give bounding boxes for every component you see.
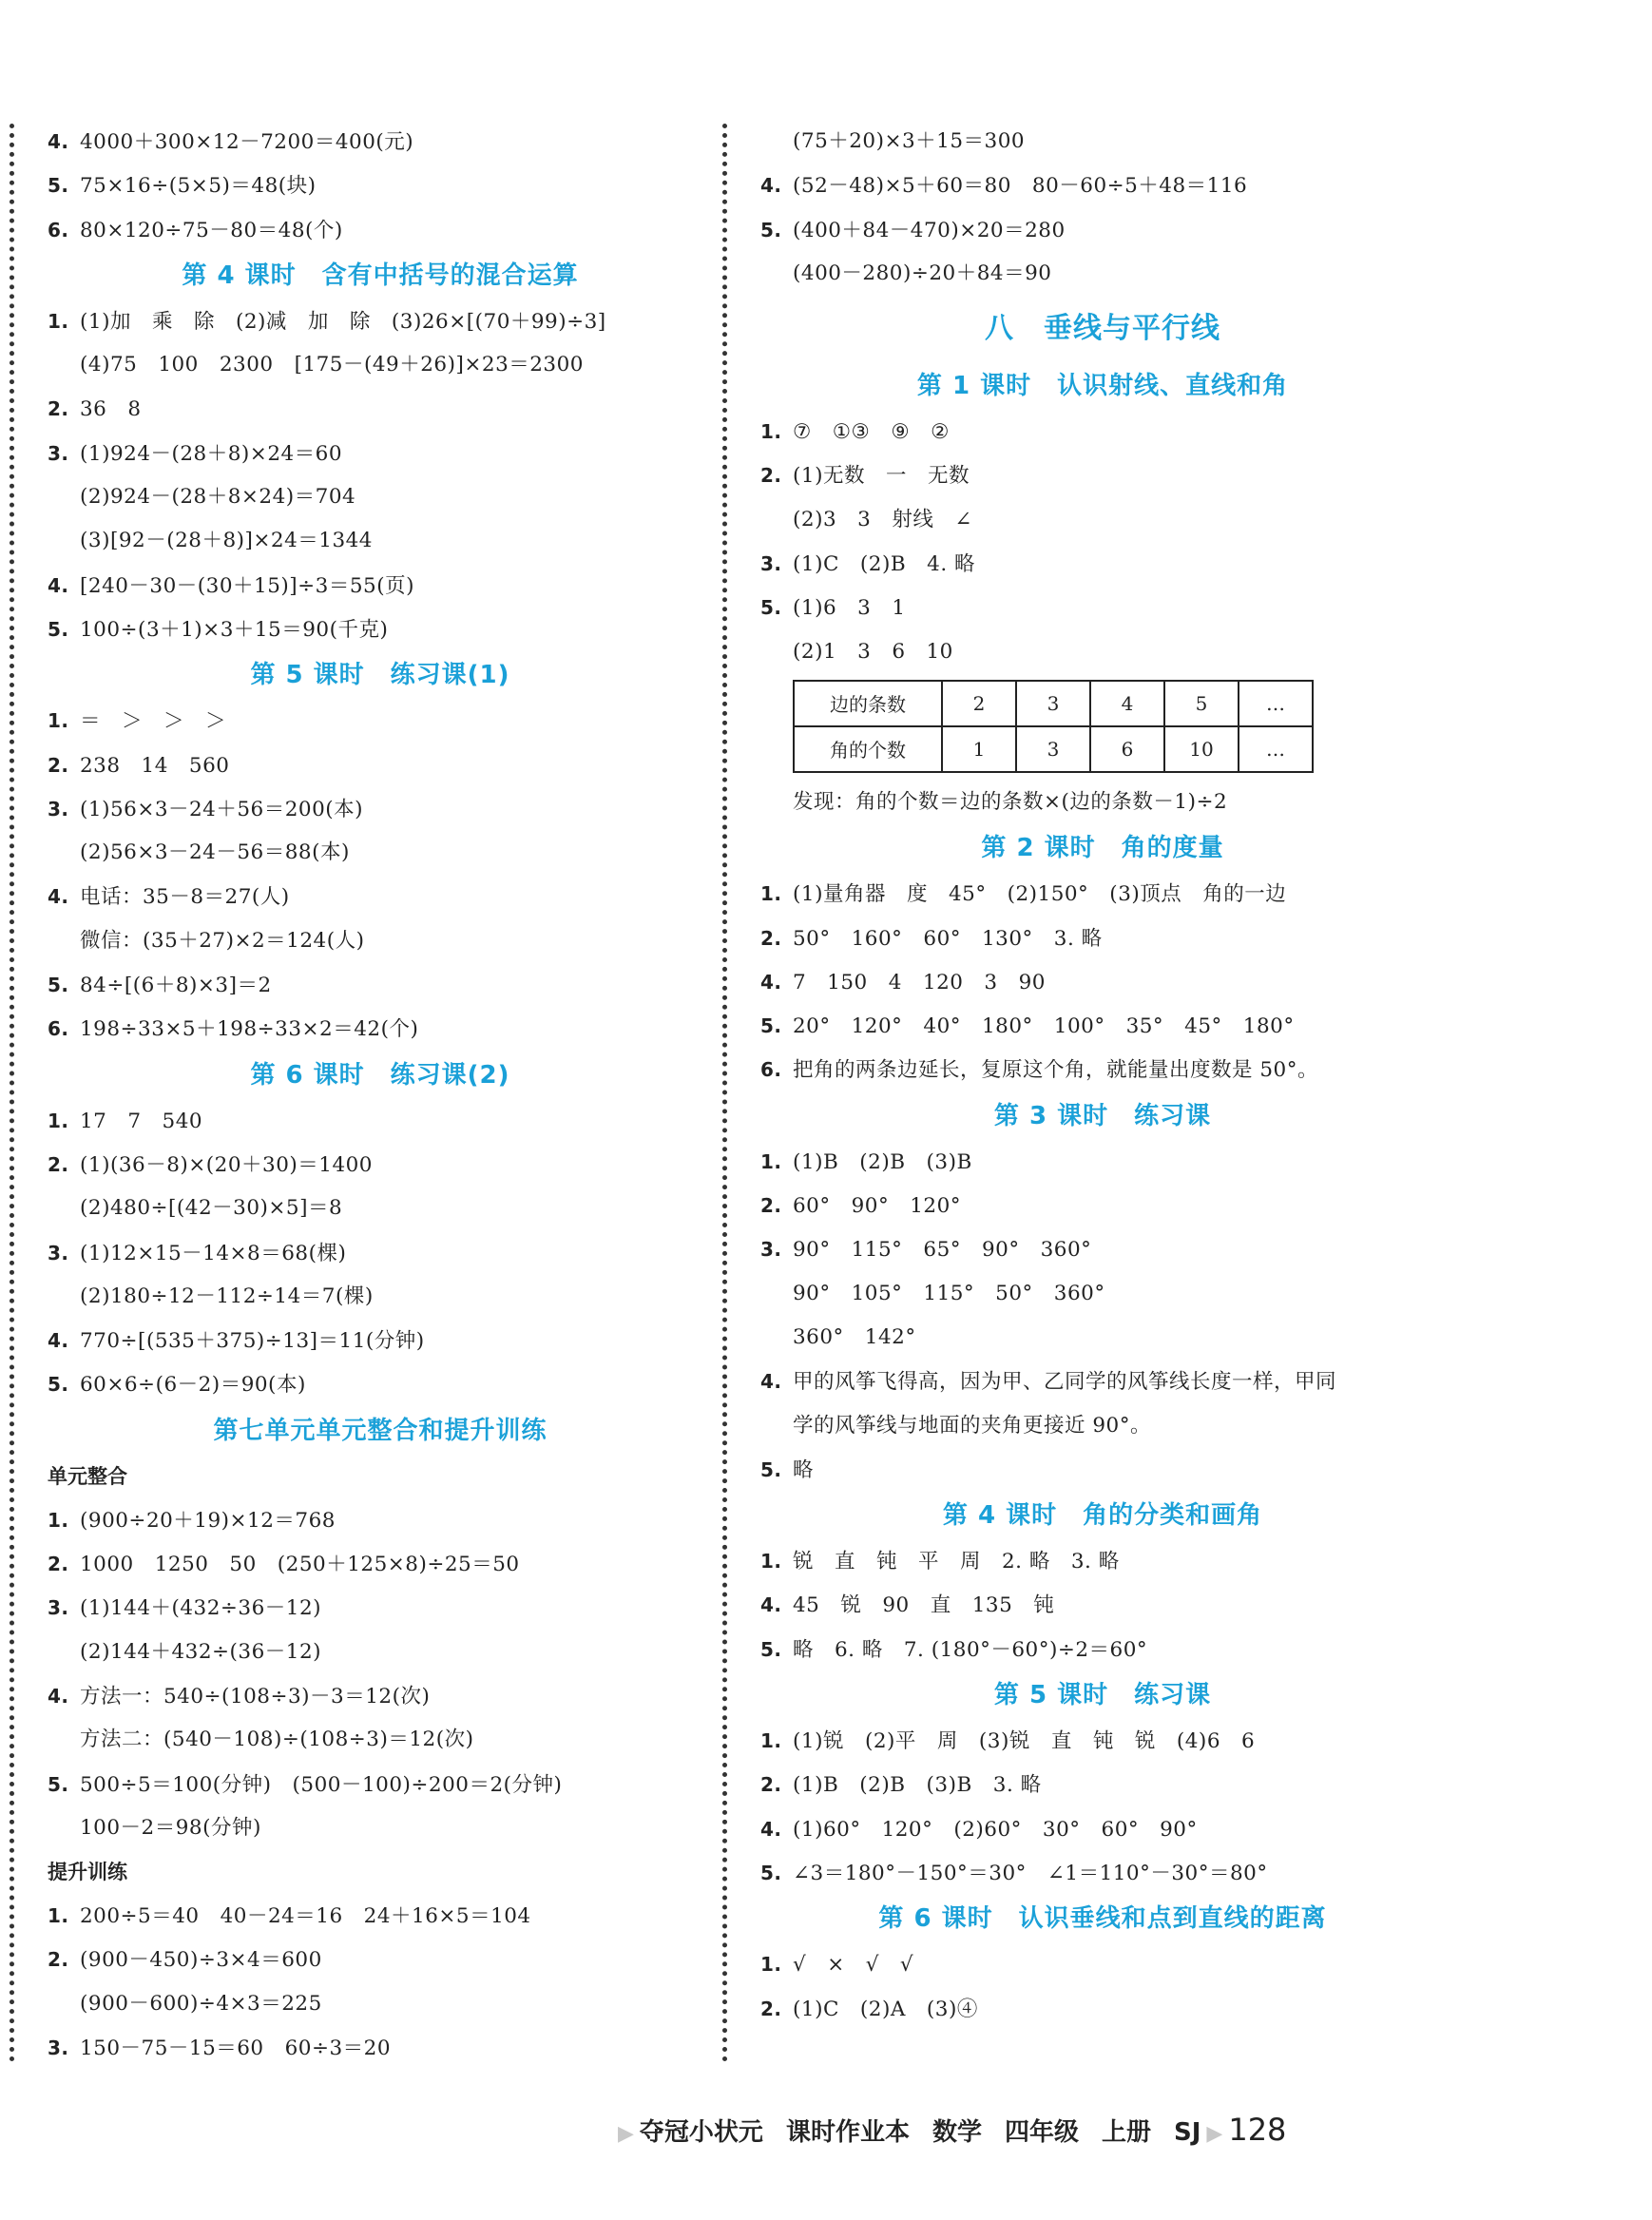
answer-line bbox=[760, 120, 1445, 164]
answer-text: 45 锐 90 直 135 钝 bbox=[793, 1593, 1055, 1618]
answer-line bbox=[48, 1007, 713, 1051]
question-number: 4. bbox=[760, 970, 782, 994]
answer-text: (2)480÷[(42－30)×5]＝8 bbox=[80, 1196, 343, 1221]
question-number: 2. bbox=[760, 1997, 782, 2020]
answer-text: (2)3 3 射线 ∠ bbox=[793, 507, 972, 531]
question-number: 1. bbox=[760, 1149, 782, 1173]
answer-line bbox=[48, 1498, 713, 1542]
answer-line bbox=[48, 564, 713, 608]
answer-text: 60×6÷(6－2)＝90(本) bbox=[80, 1373, 306, 1398]
answer-line bbox=[760, 1360, 1445, 1403]
lesson-heading: 第 4 课时 含有中括号的混合运算 bbox=[182, 261, 579, 290]
table-cell: 1 bbox=[942, 726, 1016, 772]
answer-text: (1)B (2)B (3)B bbox=[793, 1149, 972, 1174]
question-number: 2. bbox=[760, 926, 782, 950]
answer-line bbox=[48, 1631, 713, 1674]
answer-line bbox=[760, 498, 1445, 542]
answer-line bbox=[760, 1807, 1445, 1851]
answer-text: (1)924－(28＋8)×24＝60 bbox=[80, 441, 343, 466]
answer-text: (1)量角器 度 45° (2)150° (3)顶点 角的一边 bbox=[793, 882, 1287, 907]
question-number: 2. bbox=[48, 397, 69, 421]
question-number: 5. bbox=[760, 1014, 782, 1038]
footer-edition: SJ bbox=[1174, 2118, 1201, 2147]
answer-text: 学的风筝线与地面的夹角更接近 90°。 bbox=[793, 1413, 1151, 1438]
question-number: 6. bbox=[760, 1058, 782, 1082]
table-cell: 3 bbox=[1016, 726, 1090, 772]
answer-line bbox=[760, 542, 1445, 586]
question-number: 5. bbox=[760, 218, 782, 241]
answer-line bbox=[48, 1362, 713, 1406]
answer-text: (1)加 乘 除 (2)减 加 除 (3)26×[(70＋99)÷3] bbox=[80, 309, 606, 334]
question-number: 6. bbox=[48, 1017, 69, 1041]
table-cell: 6 bbox=[1090, 726, 1164, 772]
left-column bbox=[48, 120, 713, 2070]
question-number: 3. bbox=[48, 1596, 69, 1620]
answer-line bbox=[760, 1583, 1445, 1627]
answer-text: 把角的两条边延长，复原这个角，就能量出度数是 50°。 bbox=[793, 1058, 1318, 1083]
answer-line bbox=[760, 1272, 1445, 1316]
answer-text: (3)[92－(28＋8)]×24＝1344 bbox=[80, 529, 373, 553]
footer-brand: 夺冠小状元 bbox=[639, 2118, 763, 2147]
answer-text: [240－30－(30＋15)]÷3＝55(页) bbox=[80, 573, 414, 598]
question-number: 1. bbox=[48, 1109, 69, 1132]
answer-line bbox=[48, 608, 713, 651]
answer-line bbox=[48, 2026, 713, 2070]
answer-text: (1)144＋(432÷36－12) bbox=[80, 1596, 322, 1621]
footer-book: 课时作业本 bbox=[785, 2118, 910, 2147]
answer-text: (900÷20＋19)×12＝768 bbox=[80, 1508, 336, 1533]
answer-line bbox=[48, 1319, 713, 1362]
question-number: 3. bbox=[48, 1241, 69, 1264]
answer-text: 电话：35－8＝27(人) bbox=[80, 885, 290, 910]
unit-title: 八 垂线与平行线 bbox=[985, 312, 1220, 346]
table-cell: 2 bbox=[942, 681, 1016, 726]
question-number: 1. bbox=[48, 1904, 69, 1928]
answer-line bbox=[48, 475, 713, 519]
answer-text: (1)C (2)B 4. 略 bbox=[793, 552, 976, 577]
table-row-label: 边的条数 bbox=[794, 681, 942, 726]
answer-line bbox=[48, 1938, 713, 1981]
answer-text: (400＋84－470)×20＝280 bbox=[793, 218, 1066, 242]
answer-text: 150－75－15＝60 60÷3＝20 bbox=[80, 2036, 392, 2060]
question-number: 1. bbox=[760, 1550, 782, 1573]
answer-line bbox=[48, 1806, 713, 1850]
answer-line bbox=[760, 781, 1445, 824]
table-row bbox=[794, 726, 1313, 772]
answer-text: 7 150 4 120 3 90 bbox=[793, 970, 1046, 994]
answer-line bbox=[48, 120, 713, 164]
answer-text: 80×120÷75－80＝48(个) bbox=[80, 218, 343, 242]
page-footer bbox=[618, 2101, 1286, 2158]
answer-line bbox=[760, 1316, 1445, 1360]
lesson-heading: 第 3 课时 练习课 bbox=[993, 1101, 1212, 1130]
question-number: 4. bbox=[760, 1817, 782, 1841]
question-number: 2. bbox=[760, 1773, 782, 1797]
answer-line bbox=[760, 1987, 1445, 2031]
question-number: 5. bbox=[760, 1637, 782, 1661]
question-number: 5. bbox=[48, 974, 69, 997]
answer-line bbox=[48, 919, 713, 963]
footer-subject: 数学 bbox=[932, 2118, 982, 2147]
answer-line bbox=[48, 875, 713, 918]
answer-line bbox=[760, 164, 1445, 207]
answer-text: (1)12×15－14×8＝68(棵) bbox=[80, 1241, 347, 1265]
answer-line bbox=[48, 343, 713, 387]
question-number: 4. bbox=[48, 1329, 69, 1353]
answer-line bbox=[760, 1448, 1445, 1492]
answer-text: ＝ ＞ ＞ ＞ bbox=[80, 709, 227, 734]
answer-line bbox=[48, 1894, 713, 1938]
answer-text: 锐 直 钝 平 周 2. 略 3. 略 bbox=[793, 1550, 1120, 1574]
section-subheading: 单元整合 bbox=[48, 1464, 127, 1488]
question-number: 4. bbox=[48, 885, 69, 909]
answer-text: (2)924－(28＋8×24)＝704 bbox=[80, 485, 356, 510]
answer-text: 198÷33×5＋198÷33×2＝42(个) bbox=[80, 1017, 419, 1042]
answer-text: 微信：(35＋27)×2＝124(人) bbox=[80, 928, 365, 953]
answer-text: (1)6 3 1 bbox=[793, 596, 906, 621]
answer-line bbox=[48, 1187, 713, 1230]
answer-text: 90° 105° 115° 50° 360° bbox=[793, 1281, 1105, 1305]
footer-grade: 四年级 bbox=[1004, 2118, 1079, 2147]
answer-line bbox=[760, 1628, 1445, 1671]
answer-line bbox=[760, 410, 1445, 454]
answer-line bbox=[48, 1763, 713, 1806]
answer-text: 方法一：540÷(108÷3)－3＝12(次) bbox=[80, 1684, 431, 1708]
question-number: 2. bbox=[48, 1553, 69, 1576]
answer-line bbox=[48, 1099, 713, 1143]
question-number: 3. bbox=[48, 797, 69, 820]
table-cell: 4 bbox=[1090, 681, 1164, 726]
answer-line bbox=[48, 963, 713, 1007]
answer-line bbox=[760, 1719, 1445, 1763]
answer-text: 50° 160° 60° 130° 3. 略 bbox=[793, 926, 1103, 951]
footer-volume: 上册 bbox=[1101, 2118, 1151, 2147]
question-number: 1. bbox=[48, 1508, 69, 1532]
question-number: 1. bbox=[760, 1953, 782, 1977]
lesson-heading: 第 2 课时 角的度量 bbox=[981, 834, 1224, 863]
answer-line bbox=[48, 1718, 713, 1762]
table-cell: 5 bbox=[1164, 681, 1239, 726]
answer-line bbox=[48, 519, 713, 563]
lesson-heading: 第 6 课时 练习课(2) bbox=[250, 1060, 510, 1090]
answer-text: (1)(36－8)×(20＋30)＝1400 bbox=[80, 1152, 373, 1177]
section-subheading: 提升训练 bbox=[48, 1861, 127, 1884]
question-number: 2. bbox=[760, 1194, 782, 1218]
answer-text: 甲的风筝飞得高，因为甲、乙同学的风筝线长度一样，甲同 bbox=[793, 1370, 1337, 1395]
answer-text: 60° 90° 120° bbox=[793, 1194, 962, 1219]
answer-line bbox=[48, 299, 713, 343]
question-number: 2. bbox=[760, 464, 782, 488]
answer-line bbox=[760, 1227, 1445, 1271]
question-number: 1. bbox=[760, 882, 782, 906]
question-number: 4. bbox=[48, 573, 69, 597]
answer-text: (1)56×3－24＋56＝200(本) bbox=[80, 797, 364, 821]
question-number: 6. bbox=[48, 218, 69, 241]
answer-text: 360° 142° bbox=[793, 1324, 916, 1349]
answer-line bbox=[760, 630, 1445, 674]
answer-line bbox=[760, 1048, 1445, 1091]
answer-text: 1000 1250 50 (250＋125×8)÷25＝50 bbox=[80, 1553, 520, 1577]
answer-text: (1)无数 一 无数 bbox=[793, 464, 970, 489]
table-cell: … bbox=[1239, 726, 1313, 772]
answer-text: 略 bbox=[793, 1457, 815, 1482]
answer-line bbox=[48, 787, 713, 831]
answer-text: (75＋20)×3＋15＝300 bbox=[793, 129, 1026, 153]
question-number: 4. bbox=[760, 174, 782, 198]
table-row-label: 角的个数 bbox=[794, 726, 942, 772]
answer-text: 75×16÷(5×5)＝48(块) bbox=[80, 174, 317, 199]
question-number: 4. bbox=[760, 1370, 782, 1394]
table-cell: 3 bbox=[1016, 681, 1090, 726]
answer-line bbox=[760, 1942, 1445, 1986]
answer-text: 84÷[(6＋8)×3]＝2 bbox=[80, 974, 272, 998]
lesson-heading: 第 5 课时 练习课 bbox=[993, 1681, 1212, 1710]
answer-line bbox=[48, 432, 713, 475]
answer-line bbox=[760, 917, 1445, 960]
answer-text: (900－450)÷3×4＝600 bbox=[80, 1948, 322, 1973]
left-binding-dots bbox=[10, 124, 14, 2063]
table-cell: 10 bbox=[1164, 726, 1239, 772]
answer-text: (2)1 3 6 10 bbox=[793, 639, 953, 664]
question-number: 2. bbox=[48, 1152, 69, 1176]
question-number: 4. bbox=[48, 130, 69, 153]
answer-text: ⑦ ①③ ⑨ ② bbox=[793, 420, 950, 445]
answer-line bbox=[760, 1004, 1445, 1048]
question-number: 3. bbox=[760, 1238, 782, 1262]
answer-text: (52－48)×5＋60＝80 80－60÷5＋48＝116 bbox=[793, 174, 1248, 199]
lesson-heading: 第 1 课时 认识射线、直线和角 bbox=[916, 372, 1289, 401]
answer-line bbox=[48, 1143, 713, 1187]
answer-line bbox=[760, 1851, 1445, 1895]
answer-line bbox=[48, 1275, 713, 1319]
answer-line bbox=[760, 1140, 1445, 1184]
answer-text: 20° 120° 40° 180° 100° 35° 45° 180° bbox=[793, 1014, 1295, 1039]
answer-line bbox=[48, 1982, 713, 2026]
question-number: 3. bbox=[48, 2036, 69, 2059]
answer-line bbox=[760, 960, 1445, 1004]
arrow-icon: ▶ bbox=[618, 2122, 634, 2146]
question-number: 5. bbox=[48, 617, 69, 641]
question-number: 5. bbox=[760, 1457, 782, 1481]
question-number: 2. bbox=[48, 753, 69, 777]
answer-line bbox=[48, 699, 713, 743]
answer-text: 4000＋300×12－7200＝400(元) bbox=[80, 130, 414, 154]
answer-text: (1)B (2)B (3)B 3. 略 bbox=[793, 1773, 1042, 1798]
answer-text: √ × √ √ bbox=[793, 1953, 914, 1978]
answer-line bbox=[760, 454, 1445, 497]
answer-line bbox=[760, 1404, 1445, 1448]
question-number: 5. bbox=[48, 1772, 69, 1796]
lesson-heading: 第 4 课时 角的分类和画角 bbox=[942, 1501, 1263, 1531]
question-number: 5. bbox=[760, 596, 782, 620]
answer-text: 发现：角的个数＝边的条数×(边的条数－1)÷2 bbox=[793, 789, 1228, 814]
answer-text: 200÷5＝40 40－24＝16 24＋16×5＝104 bbox=[80, 1904, 531, 1929]
question-number: 5. bbox=[760, 1861, 782, 1884]
answer-text: (1)C (2)A (3)④ bbox=[793, 1997, 978, 2021]
answer-text: (1)60° 120° (2)60° 30° 60° 90° bbox=[793, 1817, 1198, 1842]
answer-line bbox=[48, 387, 713, 431]
question-number: 4. bbox=[760, 1593, 782, 1617]
page-number: 128 bbox=[1228, 2112, 1287, 2148]
question-number: 5. bbox=[48, 1373, 69, 1397]
answer-line bbox=[760, 1539, 1445, 1583]
table-row bbox=[794, 681, 1313, 726]
center-binding-dots bbox=[722, 124, 727, 2063]
answer-text: 略 6. 略 7. (180°－60°)÷2＝60° bbox=[793, 1637, 1148, 1662]
question-number: 2. bbox=[48, 1948, 69, 1972]
answer-text: 17 7 540 bbox=[80, 1109, 203, 1133]
question-number: 1. bbox=[48, 309, 69, 333]
answer-line bbox=[48, 831, 713, 875]
answer-line bbox=[48, 1674, 713, 1718]
answer-line bbox=[760, 1763, 1445, 1806]
answer-text: 90° 115° 65° 90° 360° bbox=[793, 1238, 1092, 1263]
table-cell: … bbox=[1239, 681, 1313, 726]
answer-line bbox=[48, 164, 713, 207]
answer-line bbox=[760, 252, 1445, 296]
answer-line bbox=[48, 1542, 713, 1586]
answer-line bbox=[760, 208, 1445, 252]
answer-line bbox=[760, 1184, 1445, 1227]
arrow-icon: ▶ bbox=[1206, 2122, 1223, 2146]
question-number: 4. bbox=[48, 1684, 69, 1708]
answer-text: 36 8 bbox=[80, 397, 142, 422]
answer-text: (2)144＋432÷(36－12) bbox=[80, 1639, 322, 1664]
question-number: 1. bbox=[760, 1729, 782, 1753]
question-number: 1. bbox=[760, 420, 782, 444]
right-column bbox=[760, 120, 1445, 2031]
answer-text: 500÷5＝100(分钟) (500－100)÷200＝2(分钟) bbox=[80, 1772, 563, 1797]
answer-line bbox=[48, 1586, 713, 1630]
answer-text: 方法二：(540－108)÷(108÷3)＝12(次) bbox=[80, 1728, 474, 1752]
answer-text: 100－2＝98(分钟) bbox=[80, 1815, 261, 1840]
lesson-heading: 第 6 课时 认识垂线和点到直线的距离 bbox=[878, 1904, 1327, 1934]
question-number: 3. bbox=[48, 441, 69, 465]
answer-line bbox=[48, 743, 713, 787]
answer-text: 238 14 560 bbox=[80, 753, 230, 778]
answer-text: (4)75 100 2300 [175－(49＋26)]×23＝2300 bbox=[80, 353, 584, 377]
answer-text: (2)56×3－24－56＝88(本) bbox=[80, 840, 350, 865]
answer-text: ∠3＝180°－150°＝30° ∠1＝110°－30°＝80° bbox=[793, 1861, 1268, 1885]
lesson-heading: 第 5 课时 练习课(1) bbox=[250, 661, 510, 690]
answer-line bbox=[48, 208, 713, 252]
answer-line bbox=[760, 872, 1445, 916]
answer-text: 100÷(3＋1)×3＋15＝90(千克) bbox=[80, 617, 389, 642]
answer-text: 770÷[(535＋375)÷13]＝11(分钟) bbox=[80, 1329, 425, 1354]
question-number: 3. bbox=[760, 552, 782, 576]
answer-line bbox=[760, 586, 1445, 629]
answer-text: (400－280)÷20＋84＝90 bbox=[793, 261, 1052, 285]
answer-line bbox=[48, 1231, 713, 1275]
answer-text: (900－600)÷4×3＝225 bbox=[80, 1991, 322, 2016]
answer-text: (2)180÷12－112÷14＝7(棵) bbox=[80, 1284, 374, 1308]
question-number: 5. bbox=[48, 174, 69, 198]
question-number: 1. bbox=[48, 709, 69, 733]
angle-count-table bbox=[793, 680, 1314, 773]
lesson-heading: 第七单元单元整合和提升训练 bbox=[213, 1416, 547, 1445]
answer-text: (1)锐 (2)平 周 (3)锐 直 钝 锐 (4)6 6 bbox=[793, 1729, 1256, 1754]
